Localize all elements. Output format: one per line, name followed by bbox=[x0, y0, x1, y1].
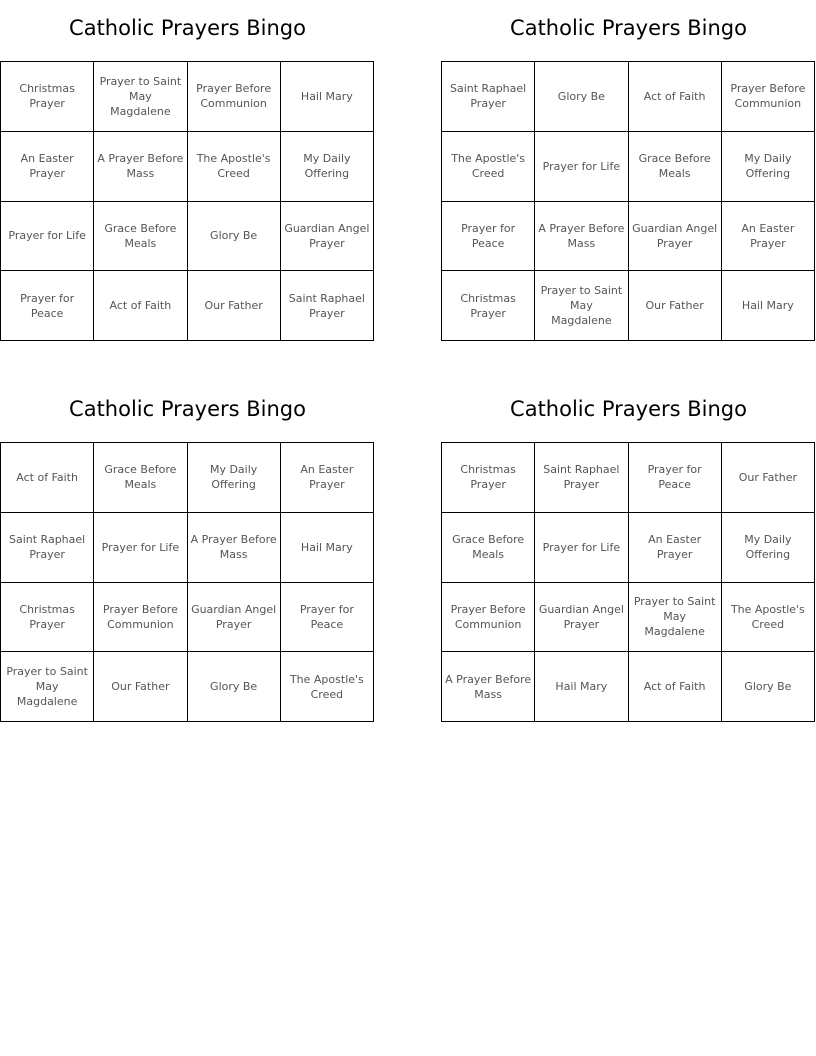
bingo-cell: A Prayer Before Mass bbox=[188, 513, 281, 583]
bingo-cell: My Daily Offering bbox=[188, 443, 281, 513]
bingo-cell: Act of Faith bbox=[629, 652, 722, 722]
bingo-cell: Our Father bbox=[722, 443, 815, 513]
bingo-cell: Our Father bbox=[629, 271, 722, 341]
bingo-cell: Hail Mary bbox=[722, 271, 815, 341]
bingo-cell: Prayer to Saint May Magdalene bbox=[1, 652, 94, 722]
bingo-cell: Glory Be bbox=[535, 62, 628, 132]
bingo-cell: Prayer for Peace bbox=[281, 583, 374, 653]
bingo-cell: Grace Before Meals bbox=[94, 443, 187, 513]
bingo-cell: Guardian Angel Prayer bbox=[188, 583, 281, 653]
bingo-cell: The Apostle's Creed bbox=[442, 132, 535, 202]
bingo-cell: Prayer Before Communion bbox=[722, 62, 815, 132]
bingo-cell: Prayer for Life bbox=[535, 513, 628, 583]
bingo-cell: The Apostle's Creed bbox=[722, 583, 815, 653]
bingo-cell: Prayer Before Communion bbox=[94, 583, 187, 653]
bingo-cell: Christmas Prayer bbox=[442, 443, 535, 513]
bingo-cell: The Apostle's Creed bbox=[281, 652, 374, 722]
bingo-cell: Christmas Prayer bbox=[1, 583, 94, 653]
bingo-cell: Prayer to Saint May Magdalene bbox=[535, 271, 628, 341]
bingo-cell: My Daily Offering bbox=[281, 132, 374, 202]
bingo-cell: My Daily Offering bbox=[722, 513, 815, 583]
bingo-grid bbox=[0, 61, 374, 341]
bingo-cell: Hail Mary bbox=[281, 62, 374, 132]
bingo-cell: A Prayer Before Mass bbox=[535, 202, 628, 272]
bingo-cell: Guardian Angel Prayer bbox=[281, 202, 374, 272]
bingo-cell: Prayer Before Communion bbox=[442, 583, 535, 653]
bingo-cell: Act of Faith bbox=[629, 62, 722, 132]
card-title: Catholic Prayers Bingo bbox=[510, 16, 747, 40]
bingo-cell: Prayer for Life bbox=[535, 132, 628, 202]
bingo-cell: A Prayer Before Mass bbox=[442, 652, 535, 722]
bingo-cell: Hail Mary bbox=[535, 652, 628, 722]
bingo-cell: Prayer to Saint May Magdalene bbox=[629, 583, 722, 653]
bingo-cell: Prayer Before Communion bbox=[188, 62, 281, 132]
bingo-cell: Christmas Prayer bbox=[442, 271, 535, 341]
bingo-cell: Grace Before Meals bbox=[629, 132, 722, 202]
bingo-cell: Our Father bbox=[94, 652, 187, 722]
bingo-cell: Saint Raphael Prayer bbox=[281, 271, 374, 341]
bingo-cell: A Prayer Before Mass bbox=[94, 132, 187, 202]
bingo-grid bbox=[0, 442, 374, 722]
bingo-cell: Saint Raphael Prayer bbox=[535, 443, 628, 513]
bingo-cell: Saint Raphael Prayer bbox=[442, 62, 535, 132]
bingo-cell: The Apostle's Creed bbox=[188, 132, 281, 202]
bingo-cell: Hail Mary bbox=[281, 513, 374, 583]
bingo-cell: Glory Be bbox=[188, 202, 281, 272]
bingo-cell: Prayer for Peace bbox=[629, 443, 722, 513]
bingo-cell: Glory Be bbox=[722, 652, 815, 722]
bingo-cell: An Easter Prayer bbox=[1, 132, 94, 202]
bingo-cell: Christmas Prayer bbox=[1, 62, 94, 132]
bingo-cell: Prayer for Peace bbox=[1, 271, 94, 341]
bingo-cell: Prayer for Life bbox=[1, 202, 94, 272]
bingo-cell: Prayer for Life bbox=[94, 513, 187, 583]
card-title: Catholic Prayers Bingo bbox=[510, 397, 747, 421]
bingo-cell: Grace Before Meals bbox=[442, 513, 535, 583]
bingo-cell: Prayer to Saint May Magdalene bbox=[94, 62, 187, 132]
bingo-grid bbox=[441, 442, 815, 722]
bingo-cell: Act of Faith bbox=[94, 271, 187, 341]
bingo-cell: Our Father bbox=[188, 271, 281, 341]
bingo-grid bbox=[441, 61, 815, 341]
bingo-cell: An Easter Prayer bbox=[722, 202, 815, 272]
bingo-cell: Guardian Angel Prayer bbox=[629, 202, 722, 272]
bingo-cell: Glory Be bbox=[188, 652, 281, 722]
bingo-cell: Prayer for Peace bbox=[442, 202, 535, 272]
bingo-cell: Saint Raphael Prayer bbox=[1, 513, 94, 583]
bingo-cell: Act of Faith bbox=[1, 443, 94, 513]
card-title: Catholic Prayers Bingo bbox=[69, 397, 306, 421]
bingo-cell: An Easter Prayer bbox=[629, 513, 722, 583]
card-title: Catholic Prayers Bingo bbox=[69, 16, 306, 40]
bingo-cell: My Daily Offering bbox=[722, 132, 815, 202]
bingo-cell: Guardian Angel Prayer bbox=[535, 583, 628, 653]
bingo-cell: Grace Before Meals bbox=[94, 202, 187, 272]
bingo-cell: An Easter Prayer bbox=[281, 443, 374, 513]
